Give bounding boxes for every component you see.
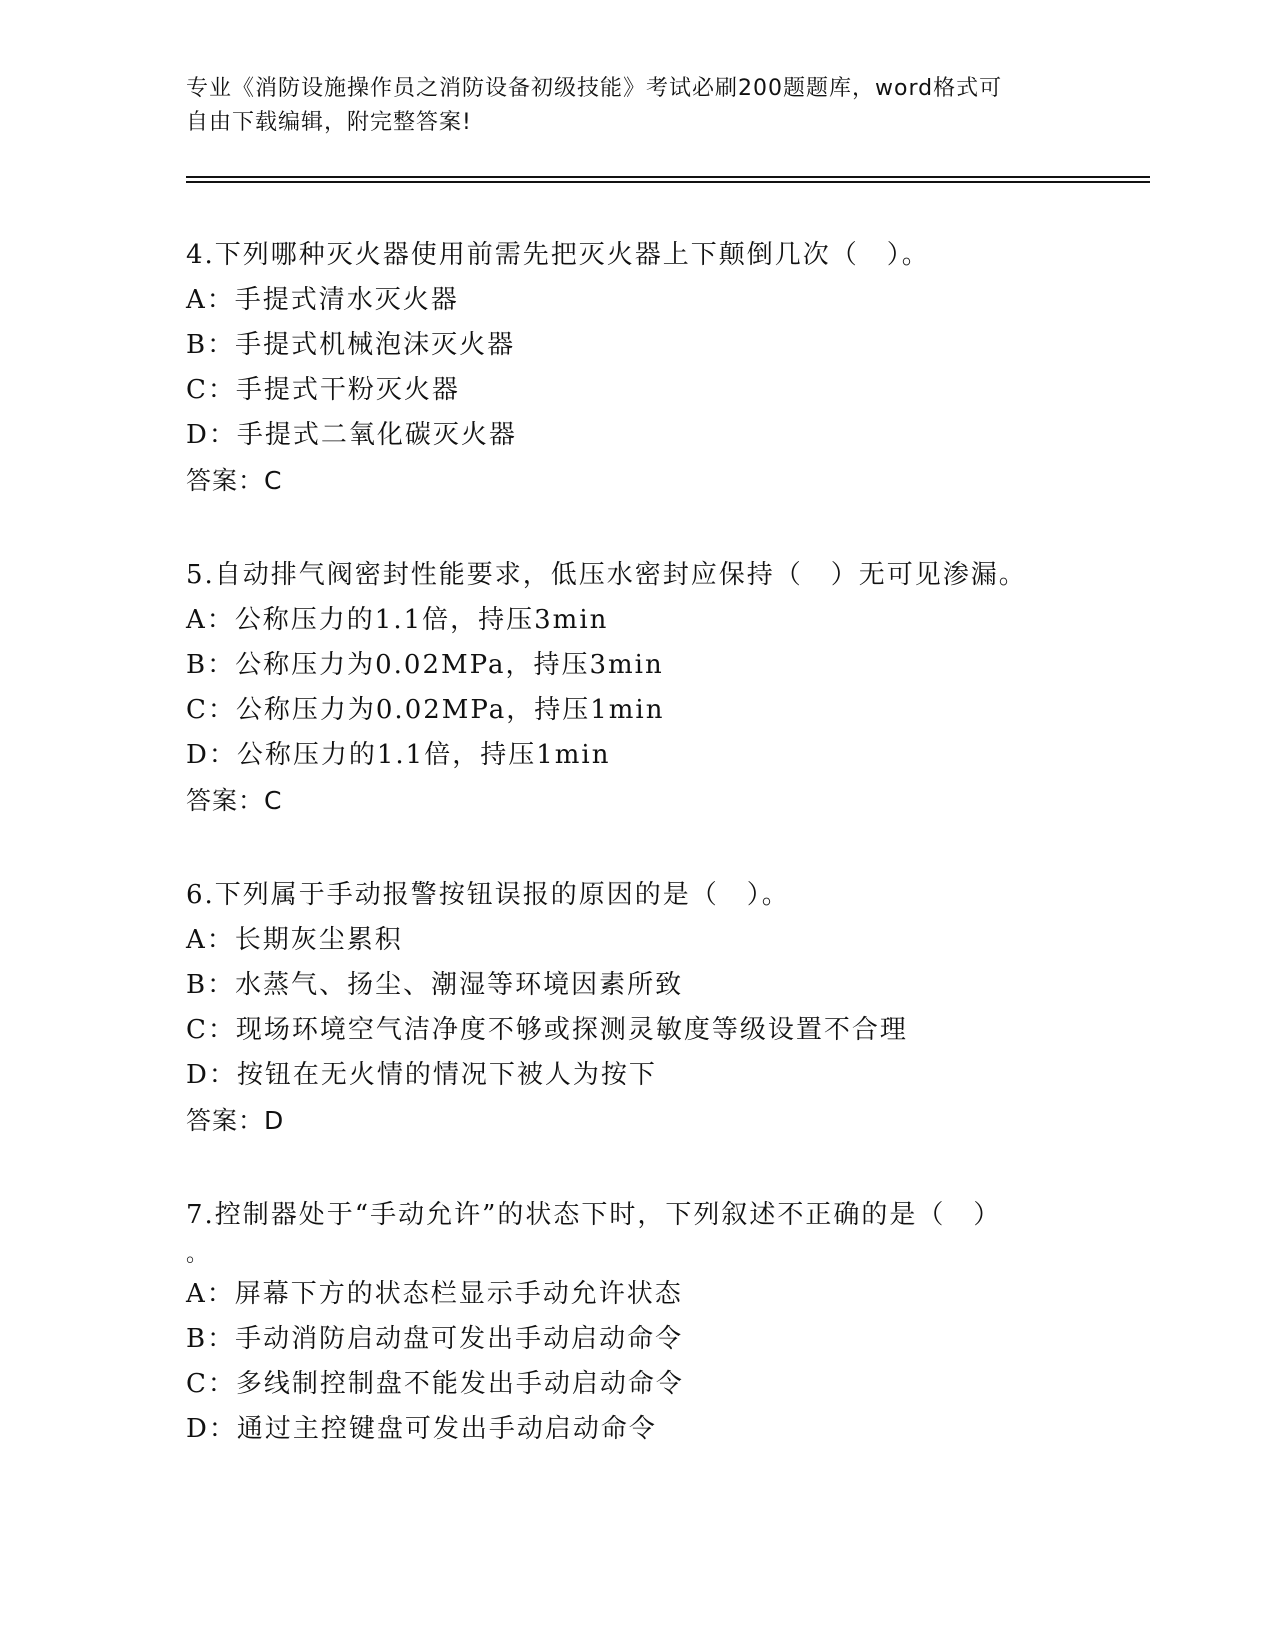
option-d: D：公称压力的1.1倍，持压1min [186, 740, 611, 770]
answer-line: 答案：D [186, 1106, 285, 1135]
option-c: C：手提式干粉灭火器 [186, 375, 460, 405]
option-b: B：手动消防启动盘可发出手动启动命令 [186, 1324, 684, 1354]
question-stem-continuation: 。 [186, 1242, 211, 1267]
question-stem: 5.自动排气阀密封性能要求，低压水密封应保持（ ）无可见渗漏。 [186, 560, 1027, 590]
question-stem: 6.下列属于手动报警按钮误报的原因的是（ ）。 [186, 880, 790, 910]
question-7 [186, 1192, 1086, 1452]
header-divider-top [186, 176, 1150, 178]
option-a: A：屏幕下方的状态栏显示手动允许状态 [186, 1279, 683, 1309]
option-a: A：手提式清水灭火器 [186, 285, 459, 315]
option-c: C：多线制控制盘不能发出手动启动命令 [186, 1369, 684, 1399]
answer-line: 答案：C [186, 786, 283, 815]
option-d: D：通过主控键盘可发出手动启动命令 [186, 1414, 657, 1444]
question-5 [186, 552, 1086, 824]
option-a: A：公称压力的1.1倍，持压3min [186, 605, 609, 635]
header-line-1: 专业《消防设施操作员之消防设备初级技能》考试必刷200题题库，word格式可 [186, 76, 1003, 101]
header-divider-bottom [186, 181, 1150, 183]
question-stem: 7.控制器处于“手动允许”的状态下时，下列叙述不正确的是（ ） [186, 1200, 1002, 1230]
option-b: B：公称压力为0.02MPa，持压3min [186, 650, 664, 680]
header-line-2: 自由下载编辑，附完整答案! [186, 110, 472, 135]
option-b: B：水蒸气、扬尘、潮湿等环境因素所致 [186, 970, 684, 1000]
question-4 [186, 232, 1086, 504]
document-header [186, 72, 1076, 140]
option-d: D：手提式二氧化碳灭火器 [186, 420, 517, 450]
question-stem: 4.下列哪种灭火器使用前需先把灭火器上下颠倒几次（ ）。 [186, 240, 930, 270]
question-6 [186, 872, 1086, 1144]
answer-line: 答案：C [186, 466, 283, 495]
option-c: C：公称压力为0.02MPa，持压1min [186, 695, 665, 725]
option-d: D：按钮在无火情的情况下被人为按下 [186, 1060, 657, 1090]
option-c: C：现场环境空气洁净度不够或探测灵敏度等级设置不合理 [186, 1015, 908, 1045]
option-a: A：长期灰尘累积 [186, 925, 403, 955]
option-b: B：手提式机械泡沫灭火器 [186, 330, 516, 360]
